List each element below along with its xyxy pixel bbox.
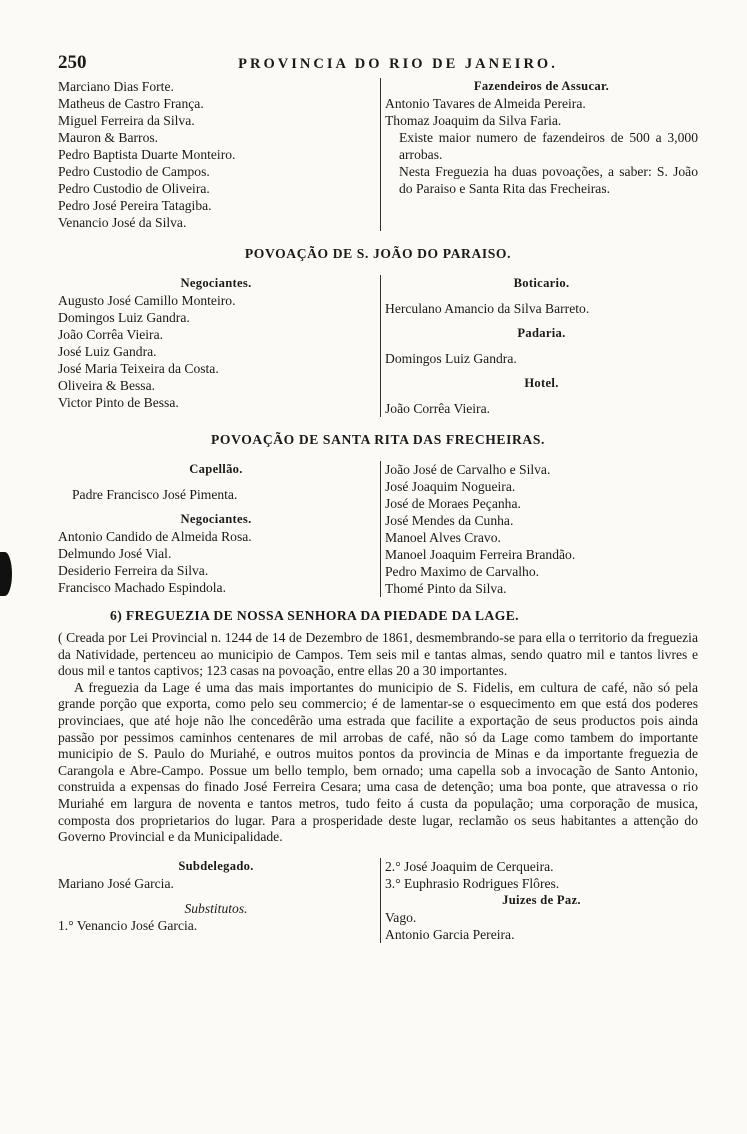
list-item: Pedro Maximo de Carvalho.: [385, 564, 540, 579]
subheading: Substitutos.: [184, 900, 248, 916]
left-column: [58, 275, 380, 417]
list-item: José Luiz Gandra.: [58, 344, 157, 359]
section-title: POVOAÇÃO DE S. JOÃO DO PARAISO.: [244, 246, 512, 261]
list-item: Pedro Baptista Duarte Monteiro.: [58, 147, 236, 162]
list-item: Vago.: [385, 909, 417, 925]
right-column: [380, 78, 698, 231]
list-item: 3.° Euphrasio Rodrigues Flôres.: [385, 875, 560, 891]
list-item: Augusto José Camillo Monteiro.: [58, 293, 236, 308]
list-item: João Corrêa Vieira.: [385, 401, 490, 416]
subheading: Negociantes.: [180, 276, 252, 290]
paragraph: Existe maior numero de fazendeiros de 500 a 3,000 arrobas.: [399, 130, 698, 162]
list-item: Desiderio Ferreira da Silva.: [58, 563, 209, 578]
list-item: Antonio Candido de Almeida Rosa.: [58, 529, 252, 544]
subheading: Capellão.: [189, 462, 243, 476]
left-column: [58, 78, 380, 231]
section-sao-joao: [58, 275, 698, 417]
body-text: [58, 630, 698, 846]
right-column: [380, 461, 698, 597]
list-item: Marciano Dias Forte.: [58, 79, 174, 94]
list-item: Mauron & Barros.: [58, 130, 159, 145]
subheading: Padaria.: [517, 326, 566, 340]
running-header: [58, 52, 698, 78]
right-column: [380, 858, 698, 943]
list-item: 1.° Venancio José Garcia.: [58, 917, 198, 933]
list-item: Matheus de Castro França.: [58, 96, 204, 111]
list-item: Domingos Luiz Gandra.: [385, 351, 517, 366]
running-title: PROVINCIA DO RIO DE JANEIRO.: [238, 56, 558, 72]
list-item: Miguel Ferreira da Silva.: [58, 113, 195, 128]
subheading: Hotel.: [524, 376, 559, 390]
list-item: José Maria Teixeira da Costa.: [58, 361, 219, 376]
list-item: Venancio José da Silva.: [58, 215, 187, 230]
ink-blot: [0, 552, 12, 596]
page: [58, 52, 698, 943]
section-title: POVOAÇÃO DE SANTA RITA DAS FRECHEIRAS.: [211, 432, 545, 447]
section-santa-rita: [58, 461, 698, 597]
list-item: José de Moraes Peçanha.: [385, 496, 521, 511]
list-item: Francisco Machado Espindola.: [58, 580, 226, 595]
list-item: Manoel Joaquim Ferreira Brandão.: [385, 547, 576, 562]
list-item: José Joaquim Nogueira.: [385, 479, 516, 494]
subheading: Juizes de Paz.: [502, 892, 581, 907]
right-column: [380, 275, 698, 417]
list-item: Mariano José Garcia.: [58, 875, 174, 891]
left-column: [58, 461, 380, 597]
paragraph: ( Creada por Lei Provincial n. 1244 de 14 de Dezembro de 1861, desmembrando-se para ella o territorio da freguezia da Natividade, pertenceu ao municipio de Campos. Tem seis mil e tantas almas, sendo quatro mil e tantos livres e dous mil e tantos captivos; 123 casas na povoação, entre ellas 20 a 30 importantes.: [58, 630, 698, 679]
paragraph: Nesta Freguezia ha duas povoações, a saber: S. João do Paraiso e Santa Rita das Frecheiras.: [399, 164, 698, 196]
list-item: Thomé Pinto da Silva.: [385, 581, 507, 596]
list-item: Manoel Alves Cravo.: [385, 530, 501, 545]
page-number: 250: [58, 52, 87, 73]
list-item: João Corrêa Vieira.: [58, 327, 163, 342]
section-title: 6) FREGUEZIA DE NOSSA SENHORA DA PIEDADE DA LAGE.: [110, 608, 519, 623]
list-item: Pedro Custodio de Campos.: [58, 164, 210, 179]
list-item: João José de Carvalho e Silva.: [385, 462, 551, 477]
subheading: Fazendeiros de Assucar.: [473, 79, 610, 93]
subheading: Negociantes.: [180, 512, 252, 526]
list-item: Oliveira & Bessa.: [58, 378, 156, 393]
left-column: [58, 858, 380, 943]
list-item: José Mendes da Cunha.: [385, 513, 514, 528]
list-item: Antonio Tavares de Almeida Pereira.: [385, 96, 586, 111]
list-item: Delmundo José Vial.: [58, 546, 172, 561]
list-item: Domingos Luiz Gandra.: [58, 310, 190, 325]
list-item: Padre Francisco José Pimenta.: [72, 487, 238, 502]
paragraph: A freguezia da Lage é uma das mais importantes do municipio de S. Fidelis, em cultura de café, não só pela grande porção que exporta, como pelo seu commercio; é de lamentar-se o esquecimento em que está dos poderes provinciaes, que até hoje não lhe concedêrão uma estrada que facilite a exportação de seus productos pois ainda passão por pessimos caminhos centenares de mil arrobas de café, não só da Lage como tambem do importante municipio de S. Paulo do Muriahé, e outros muitos pontos da provincia de Minas e da importante freguezia de Carangola e Abre-Campo. Possue um bello templo, bem ornado; uma capella sob a invocação de Santo Antonio, construida a expensas do finado José Ferreira Cesara; uma casa de detenção; uma boa ponte, que atravessa o rio Muriahé em largura de noventa e tantos metros, tudo feito á custa da população; uma corporação de musica, composta dos proprietarios do lugar. Para a prosperidade deste lugar, reclamão os seus habitantes a attenção do Governo Provincial e da Municipalidade.: [58, 679, 698, 845]
list-item: Herculano Amancio da Silva Barreto.: [385, 301, 590, 316]
list-item: Pedro José Pereira Tatagiba.: [58, 198, 212, 213]
section-sugar-planters: [58, 78, 698, 231]
list-item: 2.° José Joaquim de Cerqueira.: [385, 858, 554, 874]
subheading: Subdelegado.: [178, 858, 254, 873]
list-item: Antonio Garcia Pereira.: [385, 926, 515, 942]
list-item: Victor Pinto de Bessa.: [58, 395, 179, 410]
list-item: Thomaz Joaquim da Silva Faria.: [385, 113, 562, 128]
list-item: Pedro Custodio de Oliveira.: [58, 181, 210, 196]
subheading: Boticario.: [513, 276, 570, 290]
section-officials: [58, 858, 698, 943]
